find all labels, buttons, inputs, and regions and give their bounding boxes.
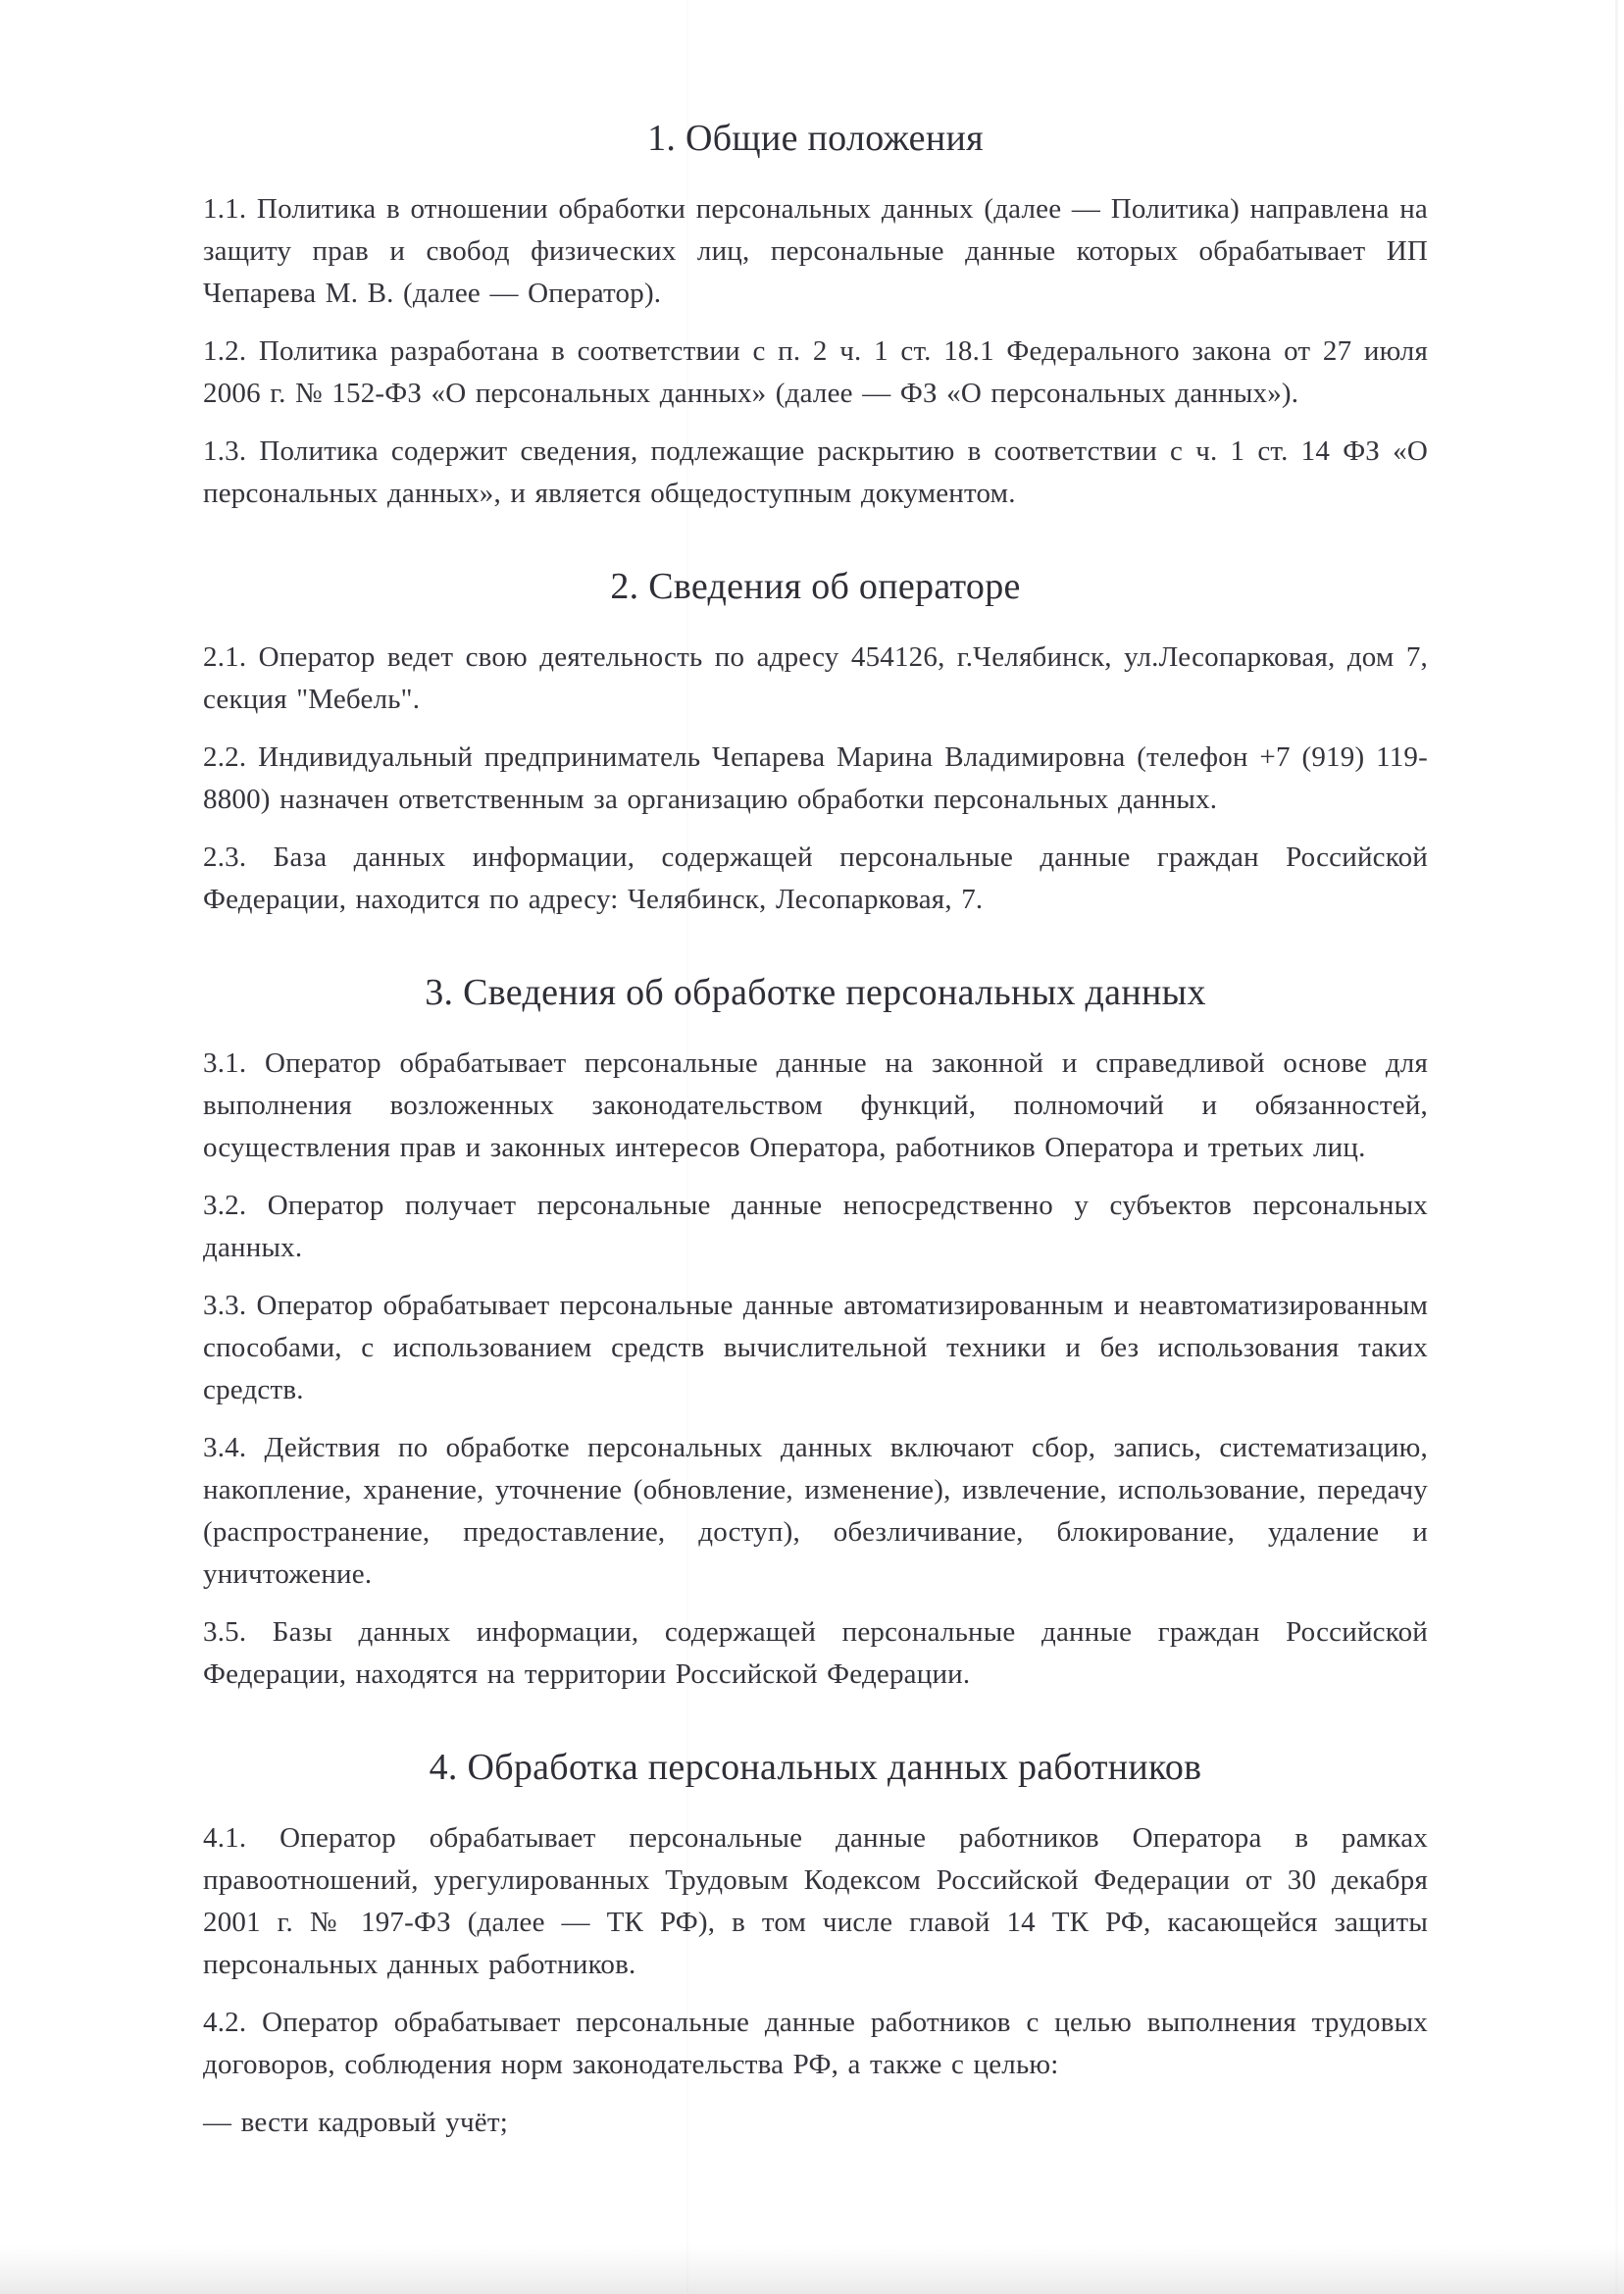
section-general-provisions xyxy=(203,116,1428,515)
paragraph: 3.4. Действия по обработке персональных данных включают сбор, запись, систематизацию, накопление, хранение, уточнение (обновление, изменение), извлечение, использование, передачу (распространение, предоставление, доступ), обезличивание, блокирование, удаление и уничтожение. xyxy=(203,1432,1428,1590)
paragraph: 4.2. Оператор обрабатывает персональные данные работников с целью выполнения трудовых договоров, соблюдения норм законодательства РФ, а также с целью: xyxy=(203,2007,1428,2080)
scan-shadow xyxy=(0,2245,1624,2294)
scan-edge-artifact xyxy=(1615,0,1618,2294)
section-employee-data xyxy=(203,1745,1428,2144)
paragraph: 2.2. Индивидуальный предприниматель Чепарева Марина Владимировна (телефон +7 (919) 119-8800) назначен ответственным за организацию обработки персональных данных. xyxy=(203,741,1428,815)
paragraph: 1.1. Политика в отношении обработки персональных данных (далее — Политика) направлена на защиту прав и свобод физических лиц, персональные данные которых обрабатывает ИП Чепарева М. В. (далее — Оператор). xyxy=(203,193,1428,309)
paragraph: 3.1. Оператор обрабатывает персональные данные на законной и справедливой основе для выполнения возложенных законодательством функций, полномочий и обязанностей, осуществления прав и законных интересов Оператора, работников Оператора и третьих лиц. xyxy=(203,1047,1428,1163)
paragraph: 2.1. Оператор ведет свою деятельность по адресу 454126, г.Челябинск, ул.Лесопарковая, дом 7, секция "Мебель". xyxy=(203,641,1428,715)
section-heading: 2. Сведения об операторе xyxy=(610,566,1021,607)
section-operator-info xyxy=(203,564,1428,921)
paragraph: 1.2. Политика разработана в соответствии с п. 2 ч. 1 ст. 18.1 Федерального закона от 27 июля 2006 г. № 152-ФЗ «О персональных данных» (далее — ФЗ «О персональных данных»). xyxy=(203,335,1428,409)
paragraph: 1.3. Политика содержит сведения, подлежащие раскрытию в соответствии с ч. 1 ст. 14 ФЗ «О персональных данных», и является общедоступным документом. xyxy=(203,435,1428,509)
section-heading: 4. Обработка персональных данных работников xyxy=(429,1747,1202,1788)
paragraph: 4.1. Оператор обрабатывает персональные данные работников Оператора в рамках правоотношений, урегулированных Трудовым Кодексом Российской Федерации от 30 декабря 2001 г. № 197-ФЗ (далее — ТК РФ), в том числе главой 14 ТК РФ, касающейся защиты персональных данных работников. xyxy=(203,1822,1428,1980)
paragraph: 2.3. База данных информации, содержащей персональные данные граждан Российской Федерации, находится по адресу: Челябинск, Лесопарковая, 7. xyxy=(203,841,1428,915)
section-heading: 1. Общие положения xyxy=(647,118,984,159)
section-heading: 3. Сведения об обработке персональных данных xyxy=(425,972,1206,1013)
section-processing-info xyxy=(203,970,1428,1696)
paragraph: 3.2. Оператор получает персональные данные непосредственно у субъектов персональных данных. xyxy=(203,1190,1428,1263)
paragraph: 3.5. Базы данных информации, содержащей персональные данные граждан Российской Федерации, находятся на территории Российской Федерации. xyxy=(203,1616,1428,1690)
list-item-dash: — вести кадровый учёт; xyxy=(203,2107,508,2138)
paragraph: 3.3. Оператор обрабатывает персональные данные автоматизированным и неавтоматизированным способами, с использованием средств вычислительной техники и без использования таких средств. xyxy=(203,1290,1428,1405)
